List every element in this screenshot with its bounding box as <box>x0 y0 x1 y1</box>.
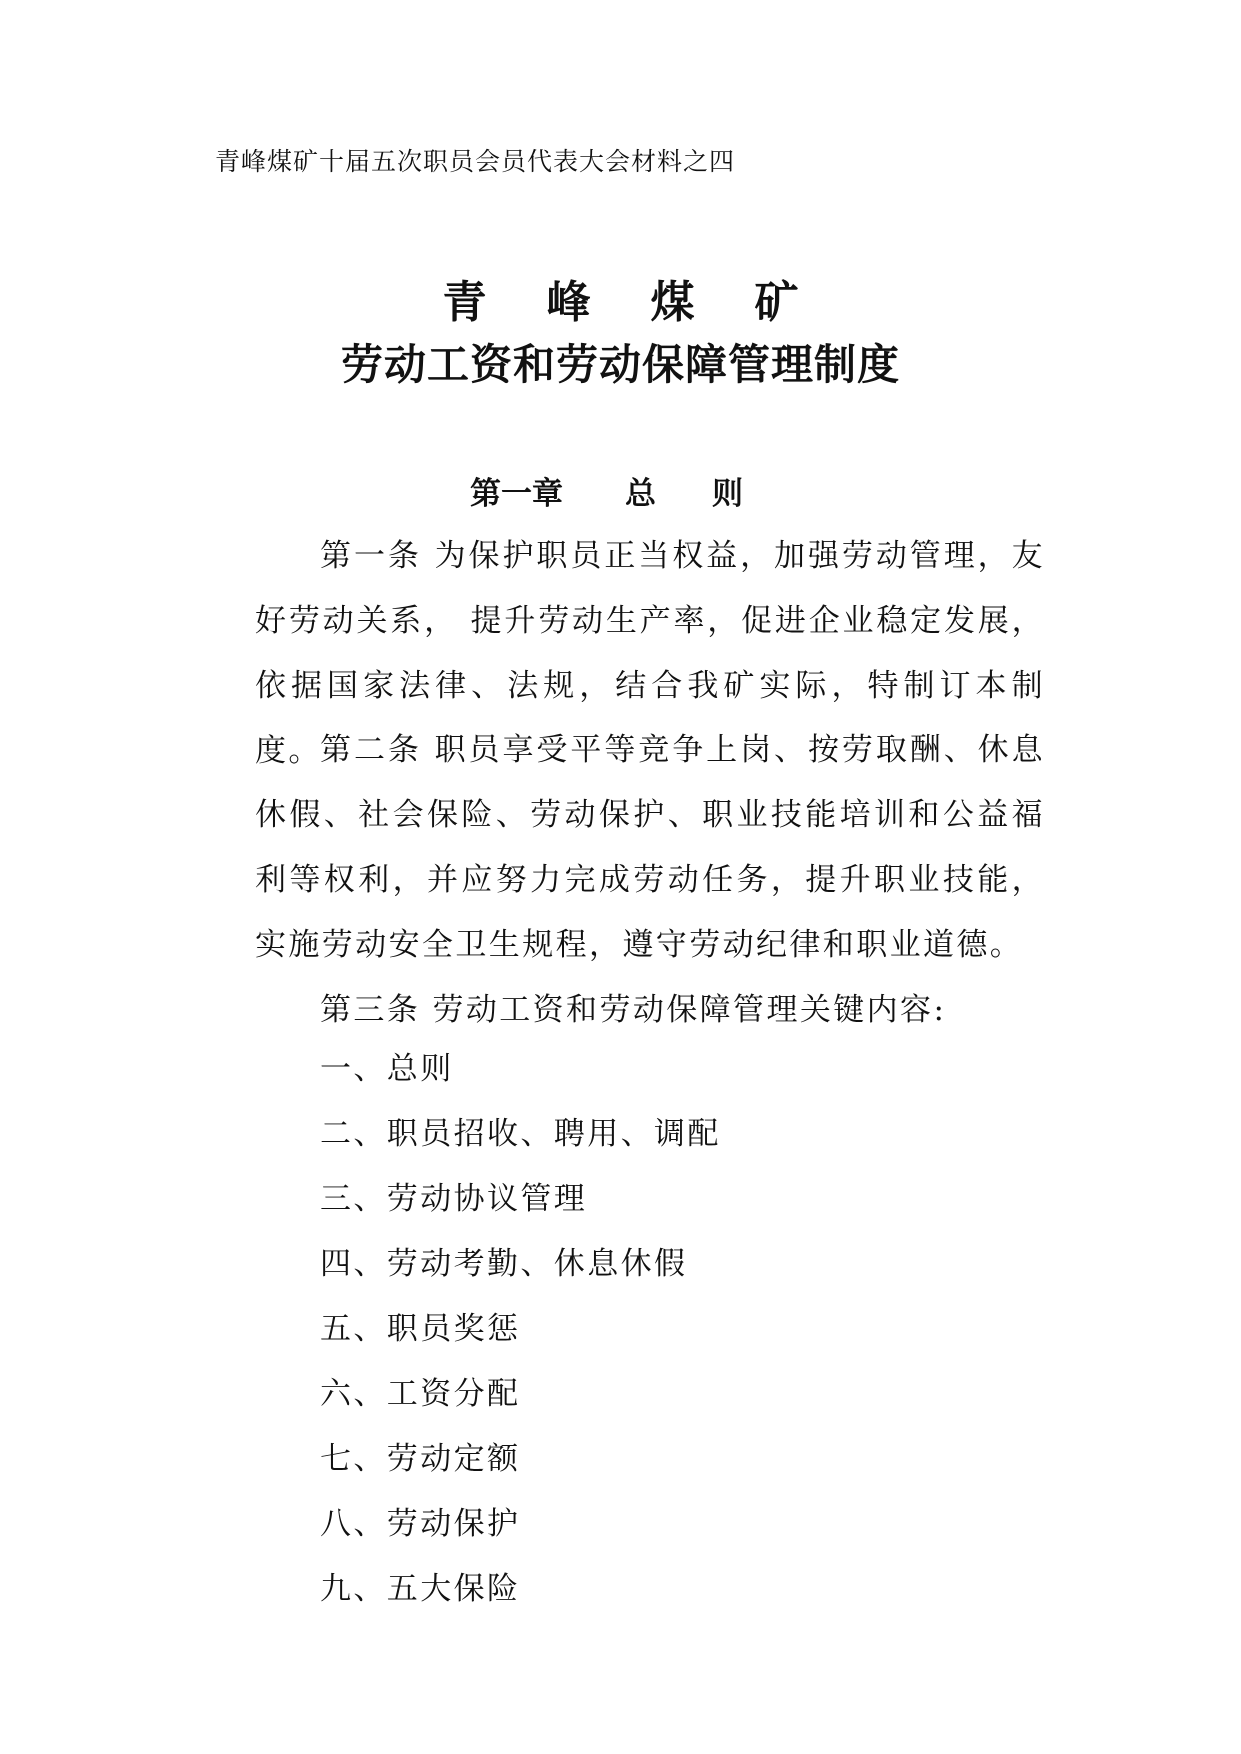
document-title-line-2: 劳动工资和劳动保障管理制度 <box>340 340 900 389</box>
header-note: 青峰煤矿十届五次职员会员代表大会材料之四 <box>215 147 736 176</box>
list-item: 六、工资分配 <box>320 1376 521 1412</box>
document-title-line-1 <box>0 266 1241 330</box>
list-item: 五、职员奖惩 <box>320 1311 521 1347</box>
title-char: 青 <box>442 277 487 328</box>
article-3: 第三条 劳动工资和劳动保障管理关键内容: <box>320 992 947 1028</box>
article-2: 第二条 职员享受平等竞争上岗、按劳取酬、休息休假、社会保险、劳动保护、职业技能培训和公益福利等权利，并应努力完成劳动任务，提升职业技能，实施劳动安全卫生规程，遵守劳动纪律和职业道德。 <box>255 732 1045 963</box>
list-item: 七、劳动定额 <box>320 1441 521 1477</box>
chapter-name-char: 总 <box>625 476 656 512</box>
title-char: 峰 <box>546 277 591 328</box>
list-item: 八、劳动保护 <box>320 1506 521 1542</box>
title-char: 矿 <box>754 277 799 328</box>
list-item: 二、职员招收、聘用、调配 <box>320 1116 721 1152</box>
title-char: 煤 <box>650 277 695 328</box>
list-item: 九、五大保险 <box>320 1571 521 1607</box>
chapter-name-char: 则 <box>712 476 743 512</box>
article-1: 第一条 为保护职员正当权益，加强劳动管理，友好劳动关系， 提升劳动生产率，促进企业稳定发展，依据国家法律、法规，结合我矿实际，特制订本制度。 <box>255 538 1045 769</box>
chapter-heading <box>0 468 1241 513</box>
list-item: 一、总则 <box>320 1051 454 1087</box>
list-item: 三、劳动协议管理 <box>320 1181 588 1217</box>
chapter-number: 第一章 <box>470 476 563 512</box>
list-item: 四、劳动考勤、休息休假 <box>320 1246 688 1282</box>
